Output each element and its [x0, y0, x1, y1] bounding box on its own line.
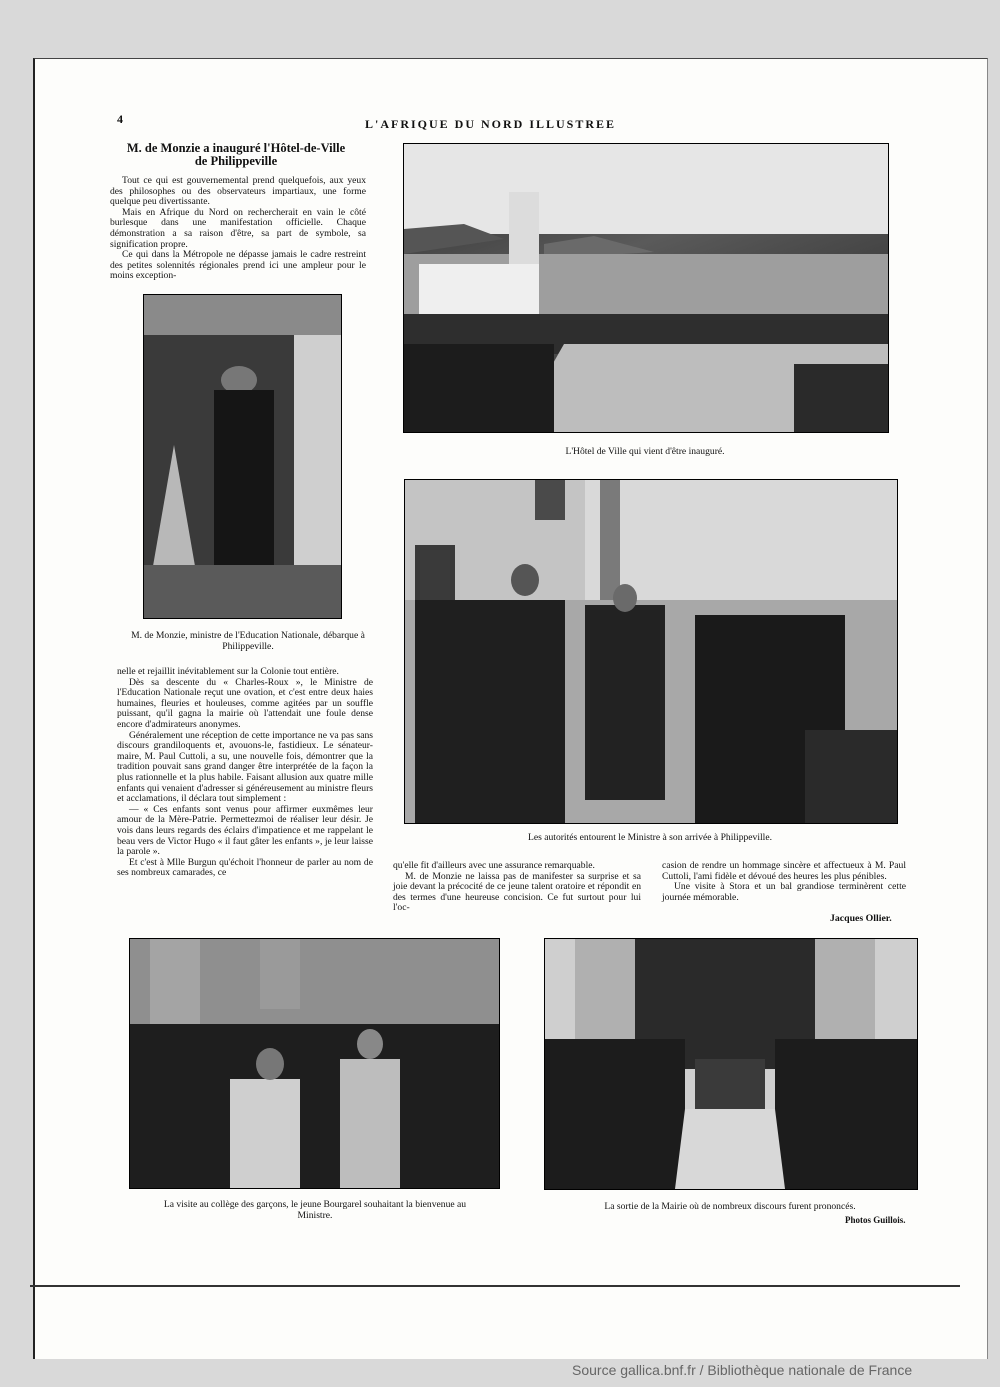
- intro-paragraph: Mais en Afrique du Nord on rechercherait en vain le côté burlesque dans une manifestation officielle. Chaque démonstration a sa raison d'être, sa part de symbole, sa signification propre.: [110, 206, 366, 250]
- col2-paragraph: qu'elle fit d'ailleurs avec une assurance remarquable.: [393, 860, 595, 871]
- col1-paragraph: Dès sa descente du « Charles-Roux », le Ministre de l'Education Nationale reçut une ovation, et c'est entre deux haies humaines, fleuries et houleuses, comme agitées par un souffle puissant, qu'il gagna la mairie où l'attendait une foule dense encore d'admirateurs anonymes.: [117, 676, 373, 730]
- col1-paragraph: — « Ces enfants sont venus pour affirmer euxmêmes leur amour de la Mère-Patrie. Permettezmoi de réaliser leur désir. Je vois dans leurs regards des éclairs d'impatience et me rappelant le beau vers de Victor Hugo « il faut gâter les enfants », je leur laisse la parole ».: [117, 803, 373, 858]
- intro-paragraph: Ce qui dans la Métropole ne dépasse jamais le cadre restreint des petites solennités régionales prend ici une ampleur pour le moins exception-: [110, 249, 366, 282]
- photo-minister-disembarking: [143, 294, 342, 619]
- caption-minister: M. de Monzie, ministre de l'Education Nationale, débarque à Philippeville.: [131, 630, 365, 652]
- photo-authorities-art: [405, 480, 897, 823]
- col1-paragraph: Et c'est à Mlle Burgun qu'échoit l'honneur de parler au nom de ses nombreux camarades, ce: [117, 856, 373, 879]
- photo-college: [129, 938, 500, 1189]
- page-number: 4: [117, 112, 123, 126]
- article-title-line2: de Philippeville: [194, 154, 278, 168]
- photo-credit: Photos Guillois.: [845, 1215, 906, 1225]
- col1-paragraph: nelle et rejaillit inévitablement sur la Colonie tout entière.: [117, 666, 339, 677]
- photo-minister-art: [144, 295, 341, 618]
- photo-mairie: [544, 938, 918, 1190]
- caption-mairie: La sortie de la Mairie où de nombreux discours furent prononcés.: [604, 1201, 856, 1212]
- photo-townhall-art: [404, 144, 888, 432]
- col1-paragraph: Généralement une réception de cette importance ne va pas sans discours grandiloquents et, avouons-le, fastidieux. Le sénateur-maire, M. Paul Cuttoli, a su, une nouvelle fois, démontrer que la tradition pouvait sans grand danger être interprétée de la façon la plus rationnelle et la plus habile. Faisant allusion aux quatre mille enfants qui venaient d'adresser si généreusement au ministre fleurs et acclamations, il déclara tout simplement :: [117, 729, 373, 805]
- bottom-rule: [30, 1285, 960, 1287]
- author-signature: Jacques Ollier.: [830, 913, 892, 924]
- article-column-3: [662, 861, 906, 903]
- caption-townhall: L'Hôtel de Ville qui vient d'être inauguré.: [565, 446, 725, 457]
- intro-paragraph: Tout ce qui est gouvernemental prend quelquefois, aux yeux des philosophes ou des observateurs impartiaux, une forme quelque peu divertissante.: [110, 175, 366, 208]
- article-title: [100, 142, 372, 168]
- col3-paragraph: casion de rendre un hommage sincère et affectueux à M. Paul Cuttoli, l'ami fidèle et dévoué des heures les plus pénibles.: [662, 860, 906, 882]
- running-head: L'AFRIQUE DU NORD ILLUSTREE: [365, 117, 617, 131]
- source-footer: Source gallica.bnf.fr / Bibliothèque nationale de France: [572, 1362, 913, 1378]
- article-title-line1: M. de Monzie a inauguré l'Hôtel-de-Ville: [126, 141, 346, 155]
- caption-college: La visite au collège des garçons, le jeune Bourgarel souhaitant la bienvenue au Ministre.: [163, 1199, 467, 1221]
- col2-paragraph: M. de Monzie ne laissa pas de manifester sa surprise et sa joie devant la précocité de ce jeune talent oratoire et répondit en des termes d'une heureuse concision. Ce fut surtout pour lui l'oc-: [393, 870, 641, 914]
- article-column-1: [117, 667, 373, 879]
- caption-authorities: Les autorités entourent le Ministre à son arrivée à Philippeville.: [527, 832, 773, 843]
- col3-paragraph: Une visite à Stora et un bal grandiose terminèrent cette journée mémorable.: [662, 881, 906, 903]
- photo-authorities: [404, 479, 898, 824]
- article-intro: [110, 176, 366, 282]
- photo-townhall: [403, 143, 889, 433]
- article-column-2: [393, 861, 641, 914]
- photo-college-art: [130, 939, 499, 1188]
- photo-mairie-art: [545, 939, 917, 1189]
